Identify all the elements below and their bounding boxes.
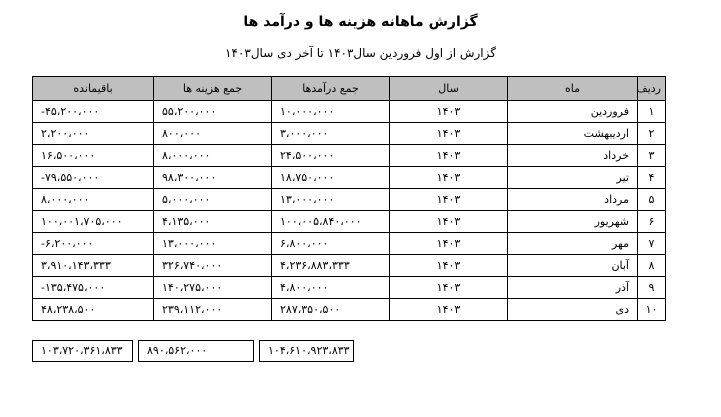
row-month: اردیبهشت bbox=[508, 123, 638, 145]
row-number: ۶ bbox=[638, 211, 666, 233]
row-month: شهریور bbox=[508, 211, 638, 233]
table-row bbox=[33, 123, 666, 145]
row-year: ۱۴۰۳ bbox=[390, 145, 508, 167]
row-expense: ۵۵،۲۰۰،۰۰۰ bbox=[154, 101, 272, 123]
row-year: ۱۴۰۳ bbox=[390, 299, 508, 321]
row-year: ۱۴۰۳ bbox=[390, 277, 508, 299]
row-expense: ۱۴۰،۲۷۵،۰۰۰ bbox=[154, 277, 272, 299]
row-year: ۱۴۰۳ bbox=[390, 167, 508, 189]
row-number: ۵ bbox=[638, 189, 666, 211]
row-year: ۱۴۰۳ bbox=[390, 189, 508, 211]
row-balance: ۲،۲۰۰،۰۰۰ bbox=[33, 123, 154, 145]
row-year: ۱۴۰۳ bbox=[390, 211, 508, 233]
row-month: تیر bbox=[508, 167, 638, 189]
row-expense: ۱۳،۰۰۰،۰۰۰ bbox=[154, 233, 272, 255]
table-row bbox=[33, 211, 666, 233]
row-expense: ۸،۰۰۰،۰۰۰ bbox=[154, 145, 272, 167]
total-expense: ۸۹۰،۵۶۲،۰۰۰ bbox=[138, 340, 254, 362]
row-month: آبان bbox=[508, 255, 638, 277]
table-row bbox=[33, 189, 666, 211]
row-balance: -۴۵،۲۰۰،۰۰۰ bbox=[33, 101, 154, 123]
report-title: گزارش ماهانه هزینه ها و درآمد ها bbox=[243, 14, 478, 30]
row-income: ۱۸،۷۵۰،۰۰۰ bbox=[272, 167, 390, 189]
table-row bbox=[33, 101, 666, 123]
row-income: ۴،۸۰۰،۰۰۰ bbox=[272, 277, 390, 299]
row-year: ۱۴۰۳ bbox=[390, 123, 508, 145]
total-income: ۱۰۴،۶۱۰،۹۲۳،۸۳۳ bbox=[259, 340, 354, 362]
row-number: ۸ bbox=[638, 255, 666, 277]
row-expense: ۲۳۹،۱۱۲،۰۰۰ bbox=[154, 299, 272, 321]
row-balance: ۳،۹۱۰،۱۴۳،۳۳۳ bbox=[33, 255, 154, 277]
row-income: ۴،۲۳۶،۸۸۳،۳۳۳ bbox=[272, 255, 390, 277]
row-income: ۶،۸۰۰،۰۰۰ bbox=[272, 233, 390, 255]
row-month: آذر bbox=[508, 277, 638, 299]
row-balance: ۱۰۰،۰۰۱،۷۰۵،۰۰۰ bbox=[33, 211, 154, 233]
row-number: ۳ bbox=[638, 145, 666, 167]
row-balance: -۷۹،۵۵۰،۰۰۰ bbox=[33, 167, 154, 189]
row-number: ۲ bbox=[638, 123, 666, 145]
row-income: ۱۳،۰۰۰،۰۰۰ bbox=[272, 189, 390, 211]
row-number: ۱ bbox=[638, 101, 666, 123]
row-income: ۲۸۷،۳۵۰،۵۰۰ bbox=[272, 299, 390, 321]
row-year: ۱۴۰۳ bbox=[390, 255, 508, 277]
row-balance: ۴۸،۲۳۸،۵۰۰ bbox=[33, 299, 154, 321]
header-income: جمع درآمدها bbox=[272, 77, 390, 101]
monthly-report-table bbox=[32, 76, 666, 321]
row-number: ۹ bbox=[638, 277, 666, 299]
report-subtitle: گزارش از اول فروردین سال۱۴۰۳ تا آخر دی سال۱۴۰۳ bbox=[225, 46, 496, 60]
row-income: ۱۰۰،۰۰۵،۸۴۰،۰۰۰ bbox=[272, 211, 390, 233]
header-row-no: ردیف bbox=[638, 77, 666, 101]
row-month: دی bbox=[508, 299, 638, 321]
row-income: ۱۰،۰۰۰،۰۰۰ bbox=[272, 101, 390, 123]
row-balance: ۱۶،۵۰۰،۰۰۰ bbox=[33, 145, 154, 167]
row-expense: ۳۲۶،۷۴۰،۰۰۰ bbox=[154, 255, 272, 277]
header-month: ماه bbox=[508, 77, 638, 101]
table-row bbox=[33, 277, 666, 299]
row-balance: -۱۳۵،۴۷۵،۰۰۰ bbox=[33, 277, 154, 299]
row-income: ۳،۰۰۰،۰۰۰ bbox=[272, 123, 390, 145]
row-balance: ۸،۰۰۰،۰۰۰ bbox=[33, 189, 154, 211]
row-month: فروردین bbox=[508, 101, 638, 123]
table-row bbox=[33, 233, 666, 255]
row-number: ۱۰ bbox=[638, 299, 666, 321]
row-year: ۱۴۰۳ bbox=[390, 101, 508, 123]
row-number: ۴ bbox=[638, 167, 666, 189]
table-row bbox=[33, 299, 666, 321]
row-expense: ۹۸،۳۰۰،۰۰۰ bbox=[154, 167, 272, 189]
row-expense: ۸۰۰،۰۰۰ bbox=[154, 123, 272, 145]
header-expense: جمع هزینه ها bbox=[154, 77, 272, 101]
row-month: مرداد bbox=[508, 189, 638, 211]
header-year: سال bbox=[390, 77, 508, 101]
total-balance: ۱۰۳،۷۲۰،۳۶۱،۸۳۳ bbox=[32, 340, 133, 362]
table-row bbox=[33, 167, 666, 189]
row-year: ۱۴۰۳ bbox=[390, 233, 508, 255]
table-header-row bbox=[33, 77, 666, 101]
header-balance: باقیمانده bbox=[33, 77, 154, 101]
row-month: مهر bbox=[508, 233, 638, 255]
row-balance: -۶،۲۰۰،۰۰۰ bbox=[33, 233, 154, 255]
row-number: ۷ bbox=[638, 233, 666, 255]
row-month: خرداد bbox=[508, 145, 638, 167]
row-expense: ۴،۱۳۵،۰۰۰ bbox=[154, 211, 272, 233]
table-row bbox=[33, 255, 666, 277]
table-row bbox=[33, 145, 666, 167]
row-expense: ۵،۰۰۰،۰۰۰ bbox=[154, 189, 272, 211]
row-income: ۲۴،۵۰۰،۰۰۰ bbox=[272, 145, 390, 167]
